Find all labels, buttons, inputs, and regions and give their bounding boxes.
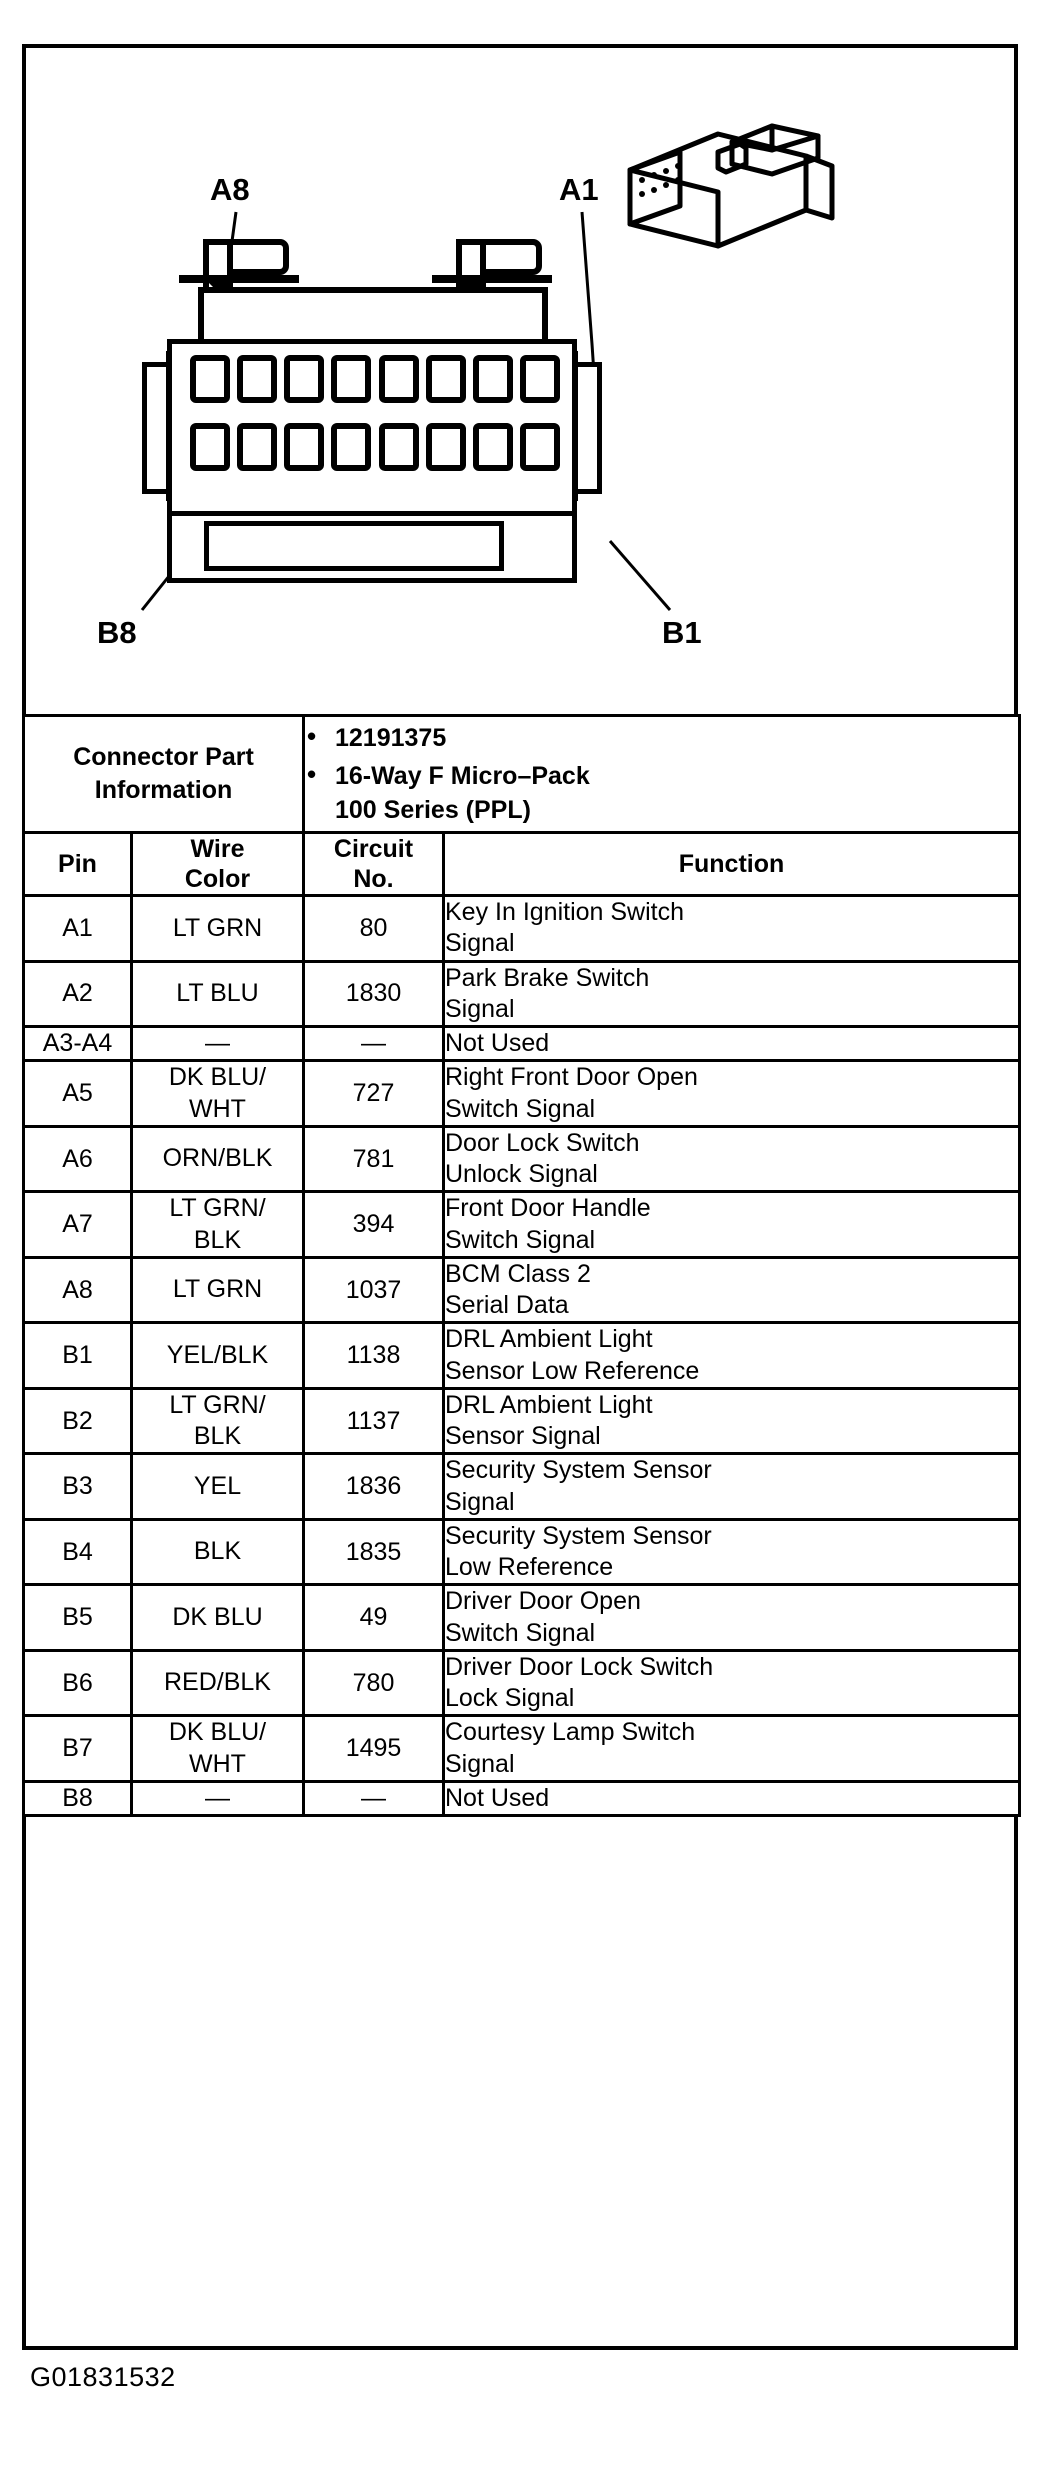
pin-cavity-b7 <box>237 423 277 471</box>
pin-cavity-b6 <box>284 423 324 471</box>
cell-pin: A7 <box>24 1192 132 1258</box>
cell-wire-color <box>132 1716 304 1782</box>
function-line2: Switch Signal <box>445 1618 596 1647</box>
cell-circuit-no: 49 <box>304 1585 444 1651</box>
pin-cavity-a7 <box>237 355 277 403</box>
cell-circuit-no: 1835 <box>304 1519 444 1585</box>
header-wire-line1: Wire <box>190 835 245 863</box>
function-line1: DRL Ambient Light <box>445 1325 653 1354</box>
header-wire-line2: Color <box>184 865 251 893</box>
cell-circuit-no: 1037 <box>304 1257 444 1323</box>
table-row <box>24 1519 1020 1585</box>
pin-cavity-a3 <box>426 355 466 403</box>
cell-function <box>444 1650 1020 1716</box>
wire-line1: YEL <box>193 1471 242 1500</box>
pin-cavity-a6 <box>284 355 324 403</box>
cell-wire-color <box>132 1454 304 1520</box>
header-wire-color <box>132 833 304 896</box>
connector-pinout-table <box>22 714 1021 1817</box>
connector-pin-grid <box>190 355 560 499</box>
cell-function <box>444 1519 1020 1585</box>
table-row <box>24 1781 1020 1815</box>
table-row <box>24 1323 1020 1389</box>
cell-circuit-no: 1495 <box>304 1716 444 1782</box>
pin-cavity-b8 <box>190 423 230 471</box>
connector-isometric-view <box>622 106 842 276</box>
cell-function <box>444 896 1020 962</box>
cell-function: Not Used <box>444 1027 1020 1061</box>
cell-wire-color: — <box>132 1027 304 1061</box>
cell-wire-color <box>132 1585 304 1651</box>
table-row <box>24 1061 1020 1127</box>
function-line2: Signal <box>445 929 515 958</box>
wire-line1: RED/BLK <box>164 1668 271 1697</box>
latch-bar-left <box>179 275 299 283</box>
cell-function <box>444 1716 1020 1782</box>
table-row <box>24 1650 1020 1716</box>
cell-wire-color <box>132 961 304 1027</box>
function-line2: Sensor Signal <box>445 1422 601 1450</box>
cell-wire-color <box>132 1257 304 1323</box>
cell-pin: B4 <box>24 1519 132 1585</box>
callout-label-a1: A1 <box>559 172 599 207</box>
cell-circuit-no: 1836 <box>304 1454 444 1520</box>
table-row <box>24 896 1020 962</box>
wire-line1: LT BLU <box>176 979 259 1008</box>
cell-pin: B7 <box>24 1716 132 1782</box>
cpi-description-line2: 100 Series (PPL) <box>335 796 531 824</box>
cell-pin: A3-A4 <box>24 1027 132 1061</box>
wire-line2: BLK <box>193 1225 242 1254</box>
cell-pin: A1 <box>24 896 132 962</box>
pin-cavity-a1 <box>520 355 560 403</box>
cell-wire-color <box>132 1192 304 1258</box>
function-line1: Key In Ignition Switch <box>445 898 685 926</box>
function-line1: Door Lock Switch <box>445 1128 640 1157</box>
connector-part-information-label <box>24 716 304 833</box>
table-row <box>24 961 1020 1027</box>
cell-function: Not Used <box>444 1781 1020 1815</box>
header-function: Function <box>444 833 1020 896</box>
callout-label-b1: B1 <box>662 615 702 650</box>
cell-function <box>444 1454 1020 1520</box>
pin-row-b <box>190 423 560 475</box>
cell-circuit-no: 394 <box>304 1192 444 1258</box>
cell-function <box>444 1061 1020 1127</box>
table-row <box>24 1192 1020 1258</box>
cell-wire-color <box>132 1323 304 1389</box>
connector-inner-frame <box>198 287 548 345</box>
header-pin: Pin <box>24 833 132 896</box>
pin-cavity-b2 <box>473 423 513 471</box>
cell-pin: B8 <box>24 1781 132 1815</box>
table-row <box>24 1257 1020 1323</box>
cell-circuit-no: 80 <box>304 896 444 962</box>
latch-bar-right <box>432 275 552 283</box>
function-line1: Park Brake Switch <box>445 963 650 992</box>
table-row <box>24 1126 1020 1192</box>
figure-id-code: G01831532 <box>30 2362 176 2392</box>
connector-diagram <box>22 44 1018 714</box>
wire-line1: DK BLU/ <box>168 1063 267 1092</box>
callout-label-a8: A8 <box>210 172 250 207</box>
cell-circuit-no: 1830 <box>304 961 444 1027</box>
connector-front-view <box>142 229 602 619</box>
header-circuit-line1: Circuit <box>333 835 414 863</box>
cpi-description-line1: 16-Way F Micro–Pack <box>335 762 590 790</box>
table-row <box>24 1454 1020 1520</box>
cell-wire-color <box>132 1126 304 1192</box>
function-line2: Signal <box>445 1487 515 1516</box>
function-line2: Signal <box>445 1749 515 1778</box>
function-line2: Signal <box>445 994 515 1023</box>
cpi-item-description <box>305 759 1018 827</box>
wire-line2: BLK <box>193 1422 242 1450</box>
function-line1: Security System Sensor <box>445 1456 712 1485</box>
pin-cavity-a5 <box>331 355 371 403</box>
cell-circuit-no: — <box>304 1781 444 1815</box>
cell-function <box>444 1192 1020 1258</box>
connector-part-information-row <box>24 716 1020 833</box>
wire-line2: WHT <box>189 1749 246 1778</box>
table-header-row <box>24 833 1020 896</box>
cell-circuit-no: 780 <box>304 1650 444 1716</box>
header-circuit-no <box>304 833 444 896</box>
function-line1: Front Door Handle <box>445 1194 651 1223</box>
wire-line1: DK BLU <box>172 1602 263 1631</box>
pin-cavity-b1 <box>520 423 560 471</box>
cell-pin: B6 <box>24 1650 132 1716</box>
cell-wire-color <box>132 1650 304 1716</box>
function-line2: Sensor Low Reference <box>445 1356 700 1385</box>
cell-circuit-no: 1137 <box>304 1388 444 1454</box>
pin-cavity-a8 <box>190 355 230 403</box>
function-line2: Unlock Signal <box>445 1160 598 1188</box>
function-line1: DRL Ambient Light <box>445 1390 653 1419</box>
cell-function <box>444 1323 1020 1389</box>
cell-function <box>444 1126 1020 1192</box>
wire-line1: DK BLU/ <box>168 1718 267 1747</box>
wire-line1: LT GRN <box>172 913 263 942</box>
wire-line1: ORN/BLK <box>162 1144 273 1173</box>
pin-cavity-a4 <box>379 355 419 403</box>
function-line1: Security System Sensor <box>445 1521 712 1550</box>
wire-line2: WHT <box>189 1094 246 1123</box>
cell-wire-color: — <box>132 1781 304 1815</box>
cpi-part-number-text: 12191375 <box>335 724 447 752</box>
cell-function <box>444 1585 1020 1651</box>
function-line1: Courtesy Lamp Switch <box>445 1718 696 1747</box>
table-row <box>24 1716 1020 1782</box>
wire-line1: LT GRN/ <box>169 1194 266 1223</box>
pin-cavity-b3 <box>426 423 466 471</box>
cell-wire-color <box>132 1061 304 1127</box>
cell-circuit-no: 781 <box>304 1126 444 1192</box>
function-line1: BCM Class 2 <box>445 1259 591 1288</box>
cell-pin: B2 <box>24 1388 132 1454</box>
table-row <box>24 1585 1020 1651</box>
cpi-label-line1: Connector Part <box>73 743 254 771</box>
wire-line1: YEL/BLK <box>166 1340 269 1369</box>
cell-function <box>444 961 1020 1027</box>
function-line2: Lock Signal <box>445 1684 575 1712</box>
wire-line1: BLK <box>193 1537 242 1566</box>
cell-pin: A8 <box>24 1257 132 1323</box>
table-row <box>24 1027 1020 1061</box>
connector-part-information-values <box>304 716 1020 833</box>
header-circuit-line2: No. <box>353 865 394 893</box>
function-line1: Right Front Door Open <box>445 1063 698 1092</box>
table-row <box>24 1388 1020 1454</box>
pin-cavity-a2 <box>473 355 513 403</box>
cell-wire-color <box>132 1388 304 1454</box>
cell-wire-color <box>132 896 304 962</box>
cell-circuit-no: 727 <box>304 1061 444 1127</box>
cell-function <box>444 1388 1020 1454</box>
cell-circuit-no: 1138 <box>304 1323 444 1389</box>
cell-pin: A6 <box>24 1126 132 1192</box>
pin-row-a <box>190 355 560 407</box>
wire-line1: LT GRN <box>172 1275 263 1304</box>
wire-line1: LT GRN/ <box>169 1390 266 1419</box>
cell-wire-color <box>132 1519 304 1585</box>
cell-pin: A2 <box>24 961 132 1027</box>
cpi-item-part-number <box>305 721 1018 755</box>
function-line1: Driver Door Open <box>445 1587 641 1616</box>
function-line2: Switch Signal <box>445 1225 596 1254</box>
function-line2: Switch Signal <box>445 1094 596 1123</box>
cpi-label-line2: Information <box>94 776 233 804</box>
cell-function <box>444 1257 1020 1323</box>
cell-pin: B3 <box>24 1454 132 1520</box>
pin-cavity-b5 <box>331 423 371 471</box>
function-line1: Driver Door Lock Switch <box>445 1652 714 1681</box>
cell-pin: B5 <box>24 1585 132 1651</box>
connector-skirt-window <box>204 521 504 571</box>
cell-circuit-no: — <box>304 1027 444 1061</box>
pin-cavity-b4 <box>379 423 419 471</box>
cell-pin: A5 <box>24 1061 132 1127</box>
function-line2: Serial Data <box>445 1291 569 1319</box>
callout-label-b8: B8 <box>97 615 137 650</box>
cell-pin: B1 <box>24 1323 132 1389</box>
function-line2: Low Reference <box>445 1553 614 1581</box>
